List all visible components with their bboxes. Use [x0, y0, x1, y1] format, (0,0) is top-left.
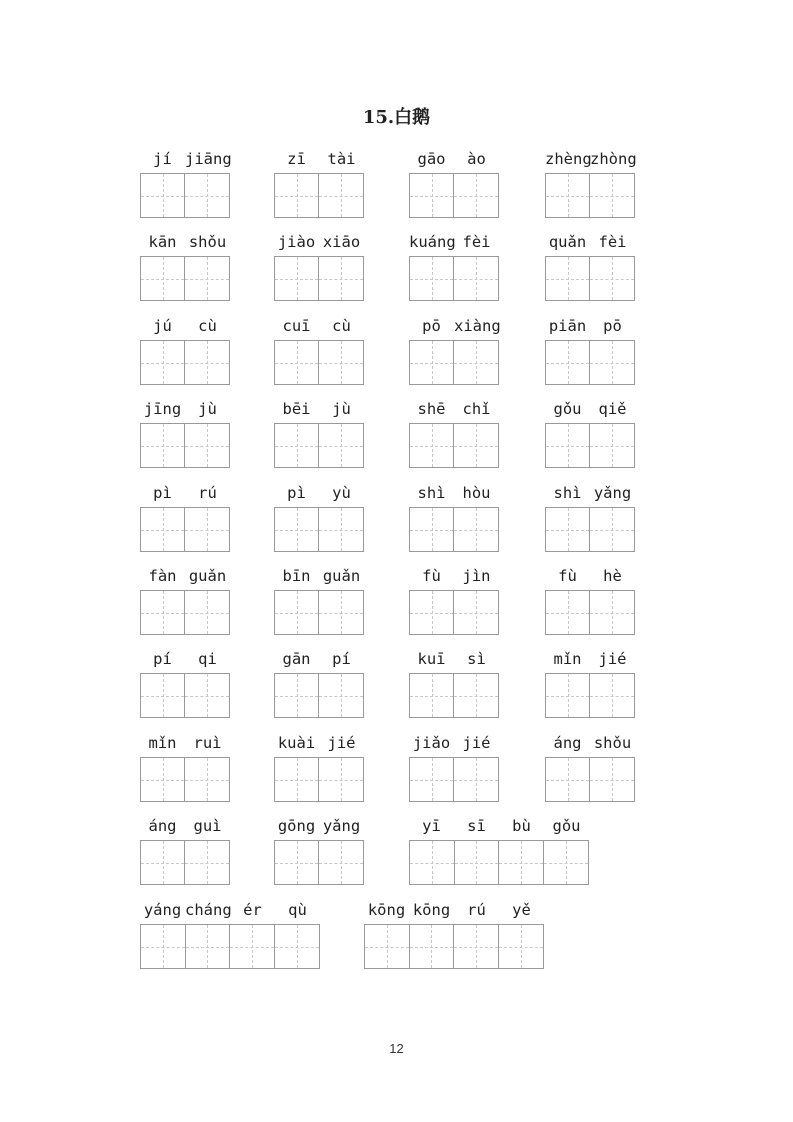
page-title: 15.白鹅 — [362, 107, 431, 128]
tian-zi-cell[interactable] — [590, 341, 634, 384]
pinyin-row — [545, 482, 635, 504]
pinyin-syllable: jīng — [143, 400, 182, 418]
tian-zi-cell[interactable] — [454, 674, 498, 717]
tian-zi-cell[interactable] — [141, 424, 185, 467]
pinyin-row — [274, 482, 364, 504]
pinyin-syllable: shǒu — [188, 233, 227, 251]
pinyin-row — [545, 315, 635, 337]
writing-grid — [274, 173, 364, 218]
pinyin-syllable: yī — [422, 817, 441, 835]
pinyin-syllable: jiào — [277, 233, 316, 251]
pinyin-syllable: jiǎo — [412, 734, 451, 752]
pinyin-syllable: gǒu — [552, 817, 581, 835]
pinyin-syllable: áng — [148, 817, 177, 835]
pinyin-row — [140, 565, 230, 587]
tian-zi-cell[interactable] — [141, 591, 185, 634]
tian-zi-cell[interactable] — [275, 508, 319, 551]
pinyin-row — [140, 648, 230, 670]
pinyin-row — [409, 815, 589, 837]
pinyin-syllable: pí — [153, 650, 172, 668]
tian-zi-cell[interactable] — [141, 841, 185, 884]
writing-grid — [140, 840, 230, 885]
tian-zi-cell[interactable] — [454, 591, 498, 634]
tian-zi-cell[interactable] — [185, 674, 229, 717]
writing-grid — [274, 423, 364, 468]
tian-zi-cell[interactable] — [319, 591, 363, 634]
writing-grid — [409, 173, 499, 218]
pinyin-syllable: qù — [288, 901, 307, 919]
pinyin-row — [140, 315, 230, 337]
tian-zi-cell[interactable] — [319, 841, 363, 884]
writing-grid — [545, 423, 635, 468]
pinyin-row — [274, 732, 364, 754]
tian-zi-cell[interactable] — [410, 591, 454, 634]
pinyin-syllable: jié — [327, 734, 356, 752]
pinyin-syllable: shì — [417, 484, 446, 502]
pinyin-syllable: ruì — [193, 734, 222, 752]
pinyin-syllable: kuī — [417, 650, 446, 668]
pinyin-row — [274, 398, 364, 420]
tian-zi-cell[interactable] — [319, 508, 363, 551]
tian-zi-cell[interactable] — [546, 758, 590, 801]
writing-grid — [274, 757, 364, 802]
tian-zi-cell[interactable] — [141, 758, 185, 801]
writing-grid — [409, 757, 499, 802]
tian-zi-cell[interactable] — [185, 257, 229, 300]
pinyin-syllable: yě — [512, 901, 531, 919]
tian-zi-cell[interactable] — [185, 841, 229, 884]
pinyin-syllable: jú — [153, 317, 172, 335]
pinyin-syllable: zī — [287, 150, 306, 168]
pinyin-syllable: kuáng — [409, 233, 456, 251]
pinyin-syllable: ér — [243, 901, 262, 919]
tian-zi-cell[interactable] — [410, 508, 454, 551]
tian-zi-cell[interactable] — [410, 257, 454, 300]
pinyin-row — [364, 899, 544, 921]
pinyin-row — [545, 648, 635, 670]
tian-zi-cell[interactable] — [141, 674, 185, 717]
tian-zi-cell[interactable] — [185, 591, 229, 634]
pinyin-row — [140, 899, 320, 921]
pinyin-syllable: xiàng — [454, 317, 501, 335]
pinyin-syllable: sī — [467, 817, 486, 835]
pinyin-syllable: hè — [603, 567, 622, 585]
pinyin-syllable: kuài — [277, 734, 316, 752]
writing-grid — [274, 507, 364, 552]
pinyin-syllable: guì — [193, 817, 222, 835]
page-number: 12 — [389, 1041, 404, 1056]
writing-grid — [140, 757, 230, 802]
writing-grid — [409, 590, 499, 635]
pinyin-syllable: chǐ — [462, 400, 491, 418]
pinyin-row — [274, 815, 364, 837]
pinyin-row — [140, 148, 230, 170]
tian-zi-cell[interactable] — [186, 925, 231, 968]
tian-zi-cell[interactable] — [185, 424, 229, 467]
pinyin-syllable: yáng — [143, 901, 182, 919]
tian-zi-cell[interactable] — [410, 424, 454, 467]
writing-grid — [545, 173, 635, 218]
pinyin-syllable: bēi — [282, 400, 311, 418]
tian-zi-cell[interactable] — [275, 674, 319, 717]
pinyin-row — [274, 315, 364, 337]
pinyin-syllable: guǎn — [188, 567, 227, 585]
tian-zi-cell[interactable] — [185, 341, 229, 384]
tian-zi-cell[interactable] — [319, 424, 363, 467]
pinyin-syllable: fù — [558, 567, 577, 585]
pinyin-syllable: qiě — [598, 400, 627, 418]
tian-zi-cell[interactable] — [454, 925, 499, 968]
pinyin-syllable: jié — [462, 734, 491, 752]
pinyin-syllable: pì — [287, 484, 306, 502]
writing-grid — [140, 423, 230, 468]
pinyin-syllable: kān — [148, 233, 177, 251]
tian-zi-cell[interactable] — [590, 508, 634, 551]
pinyin-syllable: quǎn — [548, 233, 587, 251]
writing-grid — [545, 340, 635, 385]
pinyin-syllable: cù — [332, 317, 351, 335]
pinyin-row — [545, 398, 635, 420]
pinyin-syllable: fù — [422, 567, 441, 585]
tian-zi-cell[interactable] — [410, 174, 454, 217]
pinyin-row — [409, 398, 499, 420]
writing-grid — [274, 673, 364, 718]
pinyin-syllable: zhòng — [590, 150, 637, 168]
pinyin-row — [545, 732, 635, 754]
pinyin-syllable: jié — [598, 650, 627, 668]
tian-zi-cell[interactable] — [454, 257, 498, 300]
pinyin-syllable: bù — [512, 817, 531, 835]
pinyin-syllable: bīn — [282, 567, 311, 585]
tian-zi-cell[interactable] — [546, 508, 590, 551]
pinyin-syllable: kōng — [367, 901, 406, 919]
writing-grid — [409, 507, 499, 552]
pinyin-syllable: pì — [153, 484, 172, 502]
tian-zi-cell[interactable] — [454, 424, 498, 467]
writing-grid — [140, 924, 320, 969]
pinyin-syllable: mǐn — [553, 650, 582, 668]
tian-zi-cell[interactable] — [499, 841, 544, 884]
writing-grid — [140, 590, 230, 635]
pinyin-syllable: yǎng — [593, 484, 632, 502]
pinyin-row — [409, 565, 499, 587]
pinyin-syllable: ào — [467, 150, 486, 168]
pinyin-syllable: fàn — [148, 567, 177, 585]
tian-zi-cell[interactable] — [185, 174, 229, 217]
writing-grid — [409, 340, 499, 385]
tian-zi-cell[interactable] — [319, 341, 363, 384]
tian-zi-cell[interactable] — [590, 758, 634, 801]
writing-grid — [409, 423, 499, 468]
tian-zi-cell[interactable] — [499, 925, 543, 968]
tian-zi-cell[interactable] — [546, 341, 590, 384]
tian-zi-cell[interactable] — [590, 174, 634, 217]
tian-zi-cell[interactable] — [141, 925, 186, 968]
pinyin-syllable: piān — [548, 317, 587, 335]
tian-zi-cell[interactable] — [410, 674, 454, 717]
tian-zi-cell[interactable] — [141, 508, 185, 551]
tian-zi-cell[interactable] — [275, 925, 319, 968]
pinyin-syllable: shǒu — [593, 734, 632, 752]
pinyin-syllable: zhèng — [545, 150, 592, 168]
pinyin-syllable: gōng — [277, 817, 316, 835]
pinyin-row — [140, 732, 230, 754]
writing-grid — [409, 256, 499, 301]
tian-zi-cell[interactable] — [410, 341, 454, 384]
writing-grid — [140, 256, 230, 301]
pinyin-row — [274, 148, 364, 170]
pinyin-row — [545, 231, 635, 253]
pinyin-row — [140, 482, 230, 504]
tian-zi-cell[interactable] — [275, 341, 319, 384]
pinyin-syllable: jiāng — [185, 150, 232, 168]
tian-zi-cell[interactable] — [546, 424, 590, 467]
tian-zi-cell[interactable] — [185, 508, 229, 551]
tian-zi-cell[interactable] — [275, 424, 319, 467]
writing-grid — [274, 840, 364, 885]
pinyin-syllable: gāo — [417, 150, 446, 168]
pinyin-syllable: jù — [332, 400, 351, 418]
pinyin-row — [409, 315, 499, 337]
pinyin-syllable: shì — [553, 484, 582, 502]
tian-zi-cell[interactable] — [410, 925, 455, 968]
writing-grid — [274, 340, 364, 385]
writing-grid — [274, 256, 364, 301]
pinyin-syllable: cù — [198, 317, 217, 335]
tian-zi-cell[interactable] — [319, 257, 363, 300]
pinyin-syllable: sì — [467, 650, 486, 668]
tian-zi-cell[interactable] — [546, 591, 590, 634]
pinyin-syllable: áng — [553, 734, 582, 752]
pinyin-row — [140, 398, 230, 420]
pinyin-syllable: fèi — [462, 233, 491, 251]
pinyin-syllable: gān — [282, 650, 311, 668]
pinyin-row — [274, 565, 364, 587]
tian-zi-cell[interactable] — [454, 508, 498, 551]
pinyin-syllable: yù — [332, 484, 351, 502]
pinyin-syllable: pí — [332, 650, 351, 668]
tian-zi-cell[interactable] — [454, 174, 498, 217]
tian-zi-cell[interactable] — [319, 674, 363, 717]
tian-zi-cell[interactable] — [454, 341, 498, 384]
pinyin-syllable: tài — [327, 150, 356, 168]
pinyin-syllable: jìn — [462, 567, 491, 585]
pinyin-syllable: cháng — [185, 901, 232, 919]
writing-grid — [409, 840, 589, 885]
pinyin-syllable: cuī — [282, 317, 311, 335]
writing-grid — [545, 757, 635, 802]
pinyin-row — [409, 148, 499, 170]
tian-zi-cell[interactable] — [454, 758, 498, 801]
pinyin-row — [274, 231, 364, 253]
pinyin-syllable: qi — [198, 650, 217, 668]
tian-zi-cell[interactable] — [141, 257, 185, 300]
writing-grid — [545, 507, 635, 552]
tian-zi-cell[interactable] — [590, 591, 634, 634]
tian-zi-cell[interactable] — [410, 758, 454, 801]
writing-grid — [545, 673, 635, 718]
pinyin-row — [545, 148, 635, 170]
tian-zi-cell[interactable] — [590, 424, 634, 467]
pinyin-row — [409, 648, 499, 670]
writing-grid — [274, 590, 364, 635]
tian-zi-cell[interactable] — [544, 841, 588, 884]
pinyin-row — [409, 732, 499, 754]
pinyin-row — [409, 231, 499, 253]
pinyin-syllable: jù — [198, 400, 217, 418]
tian-zi-cell[interactable] — [275, 841, 319, 884]
pinyin-syllable: pō — [422, 317, 441, 335]
tian-zi-cell[interactable] — [275, 758, 319, 801]
pinyin-syllable: guǎn — [322, 567, 361, 585]
tian-zi-cell[interactable] — [185, 758, 229, 801]
pinyin-row — [409, 482, 499, 504]
tian-zi-cell[interactable] — [590, 674, 634, 717]
pinyin-syllable: rú — [198, 484, 217, 502]
pinyin-row — [140, 231, 230, 253]
pinyin-syllable: rú — [467, 901, 486, 919]
pinyin-syllable: yǎng — [322, 817, 361, 835]
tian-zi-cell[interactable] — [546, 257, 590, 300]
tian-zi-cell[interactable] — [546, 674, 590, 717]
tian-zi-cell[interactable] — [141, 174, 185, 217]
writing-grid — [140, 340, 230, 385]
tian-zi-cell[interactable] — [141, 341, 185, 384]
tian-zi-cell[interactable] — [275, 174, 319, 217]
pinyin-syllable: mǐn — [148, 734, 177, 752]
pinyin-syllable: pō — [603, 317, 622, 335]
pinyin-row — [545, 565, 635, 587]
tian-zi-cell[interactable] — [455, 841, 500, 884]
tian-zi-cell[interactable] — [546, 174, 590, 217]
pinyin-syllable: jí — [153, 150, 172, 168]
pinyin-syllable: shē — [417, 400, 446, 418]
writing-grid — [140, 507, 230, 552]
pinyin-row — [140, 815, 230, 837]
writing-grid — [140, 673, 230, 718]
tian-zi-cell[interactable] — [275, 257, 319, 300]
tian-zi-cell[interactable] — [365, 925, 410, 968]
tian-zi-cell[interactable] — [230, 925, 275, 968]
tian-zi-cell[interactable] — [410, 841, 455, 884]
pinyin-syllable: fèi — [598, 233, 627, 251]
writing-grid — [545, 256, 635, 301]
tian-zi-cell[interactable] — [275, 591, 319, 634]
pinyin-row — [274, 648, 364, 670]
tian-zi-cell[interactable] — [319, 758, 363, 801]
writing-grid — [140, 173, 230, 218]
writing-grid — [409, 673, 499, 718]
writing-grid — [364, 924, 544, 969]
pinyin-syllable: gǒu — [553, 400, 582, 418]
pinyin-syllable: kōng — [412, 901, 451, 919]
pinyin-syllable: hòu — [462, 484, 491, 502]
tian-zi-cell[interactable] — [319, 174, 363, 217]
tian-zi-cell[interactable] — [590, 257, 634, 300]
writing-grid — [545, 590, 635, 635]
pinyin-syllable: xiāo — [322, 233, 361, 251]
